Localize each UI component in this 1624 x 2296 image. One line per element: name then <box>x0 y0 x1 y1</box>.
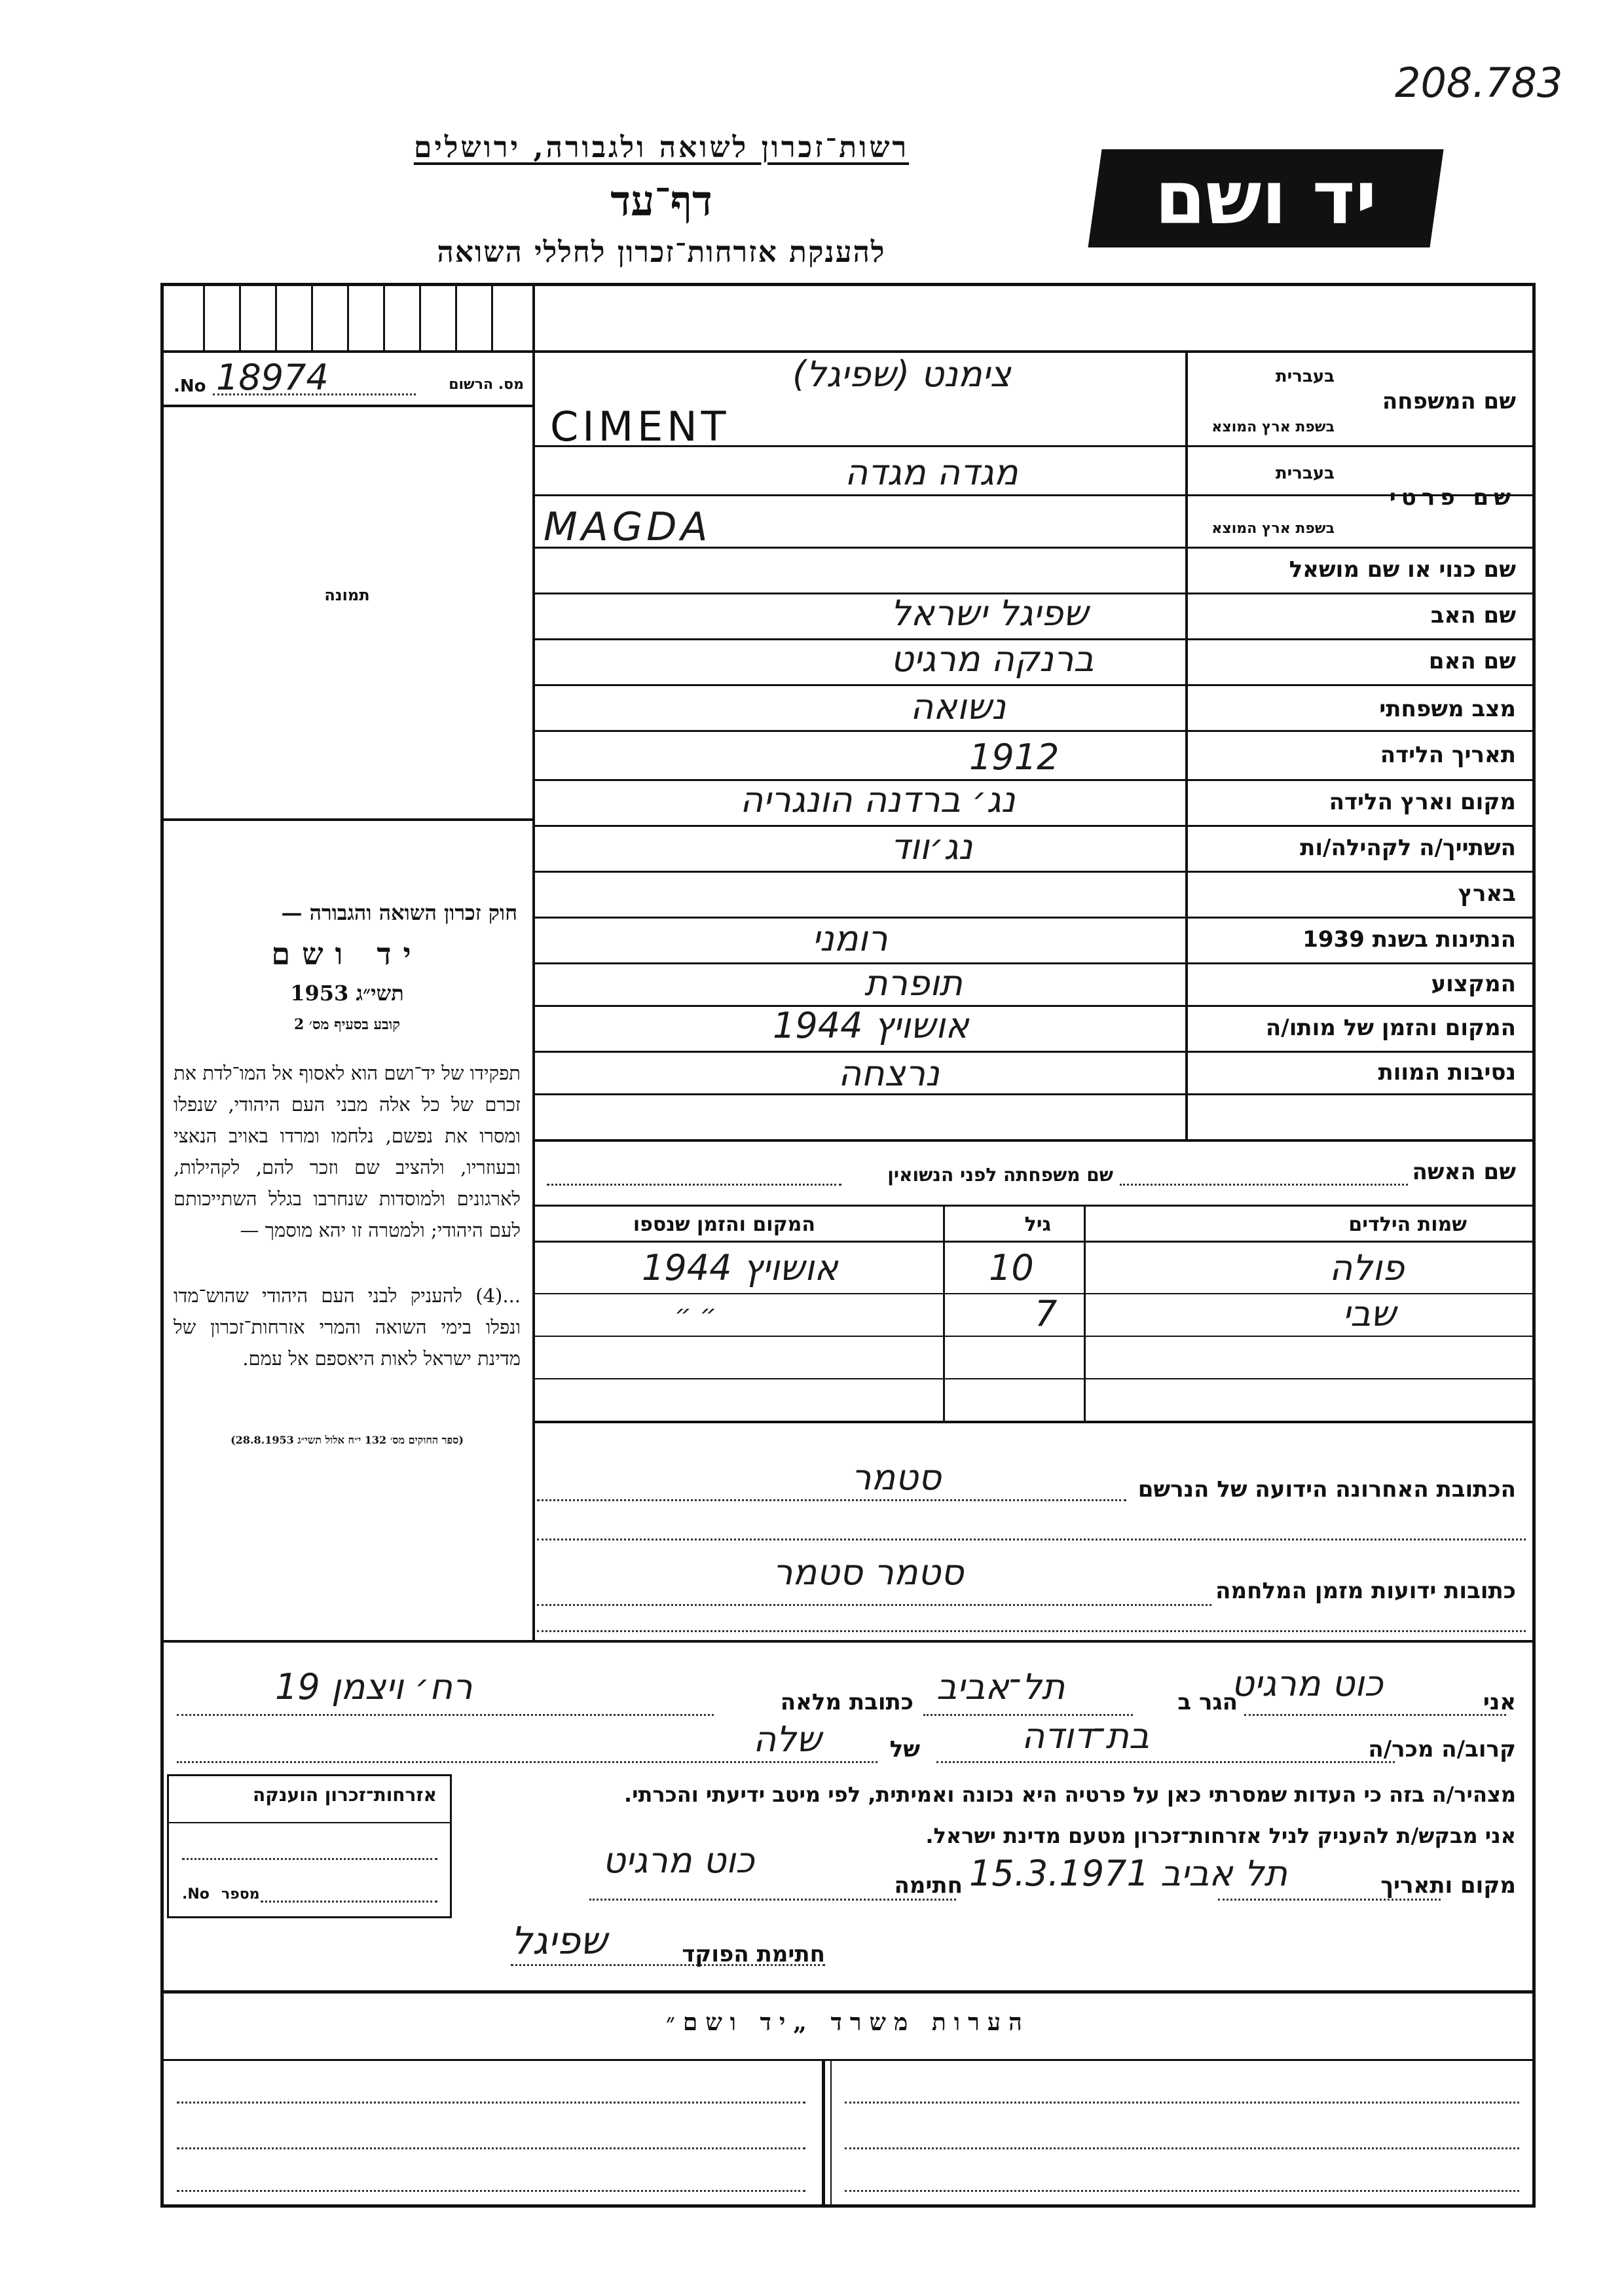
label-resident-of: הגר ב <box>1177 1689 1238 1715</box>
granted-box-no: No. <box>182 1886 210 1903</box>
label-place-date: מקום ותאריך <box>1380 1872 1516 1899</box>
reg-no-label-he: מס. הרשום <box>449 376 524 393</box>
granted-box-title: אזרחות־זכרון הוענקה <box>253 1784 437 1806</box>
declaration-1: מצהיר/ה בזה כי העדות שמסרתי כאן על פרטיה היא נכונה ואמיתית, לפי מיטב ידיעתי והכרתי. <box>623 1782 1516 1807</box>
label-mother: שם האם <box>1428 648 1516 674</box>
label-full-address: כתובת מלאה <box>780 1689 913 1715</box>
mother-value: ברנקה מרגיט <box>891 638 1094 680</box>
law-heading: חוק זכרון השואה והגבורה — <box>281 900 517 925</box>
law-year: תשי״ג 1953 <box>290 981 404 1006</box>
label-death-circumstances: נסיבות המוות <box>1378 1059 1516 1085</box>
th-place-time-perished: המקום והזמן שנספו <box>633 1213 815 1236</box>
witness-address: רח׳ ויצמן 19 <box>275 1666 473 1707</box>
form-subtitle: להענקת אזרחות־זכרון לחללי השואה <box>437 236 886 269</box>
office-notes-title: הערות משרד „יד ושם״ <box>666 2009 1030 2036</box>
label-officer-signature: חתימת הפוקד <box>682 1941 825 1967</box>
label-birth-date: תאריך הלידה <box>1380 742 1516 768</box>
child-2-name: שבי <box>1342 1293 1396 1334</box>
officer-signature: שפיגל <box>511 1918 608 1963</box>
child-2-age: 7 <box>1035 1293 1058 1334</box>
relation-value: בת־דודה <box>1022 1715 1150 1757</box>
witness-name: כוט מרגיט <box>1231 1663 1383 1704</box>
authority-title: רשות־זכרון לשואה ולגבורה, ירושלים <box>413 131 910 164</box>
reg-no-value: 18974 <box>216 357 329 398</box>
child-1-name: פולה <box>1329 1247 1405 1288</box>
first-name-latin: MAGDA <box>544 504 712 550</box>
photo-label: תמונה <box>324 586 370 604</box>
label-first-hebrew: בעברית <box>1275 464 1335 483</box>
th-children-names: שמות הילדים <box>1348 1213 1467 1236</box>
granted-box <box>167 1774 452 1918</box>
first-name-hebrew: מגדה מגדה <box>845 452 1018 493</box>
birth-place-value: נג׳ ברדנה הונגריה <box>740 779 1016 820</box>
label-relative: קרוב/ה מכר/ה <box>1368 1736 1516 1762</box>
father-value: שפיגל ישראל <box>891 592 1088 634</box>
family-name-latin: CIMENT <box>550 403 730 450</box>
child-2-place: ״ ״ <box>674 1300 717 1330</box>
death-circumstances-value: נרצחה <box>838 1053 940 1094</box>
declaration-2: אני מבקש/ת להעניק לניל אזרחות־זכרון מטעם מדינת ישראל. <box>925 1823 1516 1848</box>
registration-row <box>167 357 530 403</box>
granted-box-no-he: מספר <box>221 1886 260 1903</box>
law-footnote: (ספר החוקים מס׳ 132 י״ח אלול תשי״ג 28.8.1953) <box>231 1434 464 1446</box>
label-wife: שם האשה <box>1412 1159 1516 1185</box>
label-war-addresses: כתובות ידועות מזמן המלחמה <box>1215 1578 1516 1604</box>
witness-signature: כוט מרגיט <box>602 1840 754 1881</box>
archive-serial: 208.783 <box>1395 59 1563 107</box>
label-profession: המקצוע <box>1431 971 1516 997</box>
family-name-hebrew: צימנט (שפיגל) <box>792 354 1011 395</box>
law-section: קובע בסעיף מס׳ 2 <box>293 1016 401 1033</box>
child-1-place: אושויץ 1944 <box>642 1247 838 1288</box>
child-1-age: 10 <box>989 1247 1034 1288</box>
label-first-origin: בשפת ארץ המוצא <box>1211 520 1335 537</box>
label-citizenship: הנתינות בשנת 1939 <box>1302 926 1516 953</box>
label-family-origin: בשפת ארץ המוצא <box>1211 419 1335 435</box>
label-birth-place: מקום וארץ הלידה <box>1329 789 1516 815</box>
label-of: של <box>889 1736 920 1762</box>
label-signature: חתימה <box>894 1872 963 1899</box>
label-maiden: שם משפחתה לפני הנשואין <box>887 1164 1113 1186</box>
label-last-address: הכתובת האחרונה הידועה של הנרשם <box>1137 1476 1516 1503</box>
place-date-value: תל אביב 15.3.1971 <box>969 1853 1287 1894</box>
citizenship-value: רומני <box>812 918 888 959</box>
war-addresses-value: סטמר סטמר <box>773 1552 964 1593</box>
marital-value: נשואה <box>910 686 1006 727</box>
law-body-1: תפקידו של יד־ושם הוא לאסוף אל המו־לדת את זכרם של כל אלה מבני העם היהודי, שנפלו ומסרו את נפשם, נלחמו ומרדו באויב הנאצי ובעוזריו, ולהציב שם וזכר להם, לקהילות, לארגונים ולמוסדות שנחרבו בגלל השתייכותם לעם היהודי; ולמטרה זו יהא מוסמך — <box>174 1062 521 1241</box>
yad-vashem-logo <box>1088 149 1443 247</box>
label-nickname: שם כנוי או שם מושאל <box>1289 556 1516 583</box>
logo-text: יד ושם <box>1154 156 1377 241</box>
community-value: נג׳ווד <box>891 826 973 867</box>
law-name: יד ושם <box>271 936 423 972</box>
label-family-name: שם המשפחה <box>1382 388 1516 414</box>
form-title: דף־עד <box>610 177 712 226</box>
relation-of-value: שלה <box>753 1719 822 1760</box>
label-country: בארץ <box>1458 881 1516 907</box>
label-family-hebrew: בעברית <box>1275 367 1335 386</box>
last-address-value: סטמר <box>851 1457 942 1498</box>
label-marital: מצב משפחתי <box>1379 696 1516 722</box>
label-father: שם האב <box>1430 602 1516 629</box>
law-body-2: ...(4) להעניק לבני העם היהודי שהוש־מדו ונפלו בימי השואה והמרי אזרחות־זכרון של מדינת ישראל לאות היאספם אל עמם. <box>174 1285 521 1370</box>
witness-city: תל־אביב <box>936 1666 1065 1707</box>
label-community: השתייך/ה לקהילה/ות <box>1300 835 1516 861</box>
reg-no-label: No. <box>174 376 206 396</box>
death-place-time-value: אושויץ 1944 <box>773 1005 969 1046</box>
label-death-place-time: המקום והזמן של מותו/ה <box>1265 1015 1516 1041</box>
profession-value: תופרת <box>864 962 963 1004</box>
birth-date-value: 1912 <box>969 737 1060 778</box>
label-first-name: שם פרטי <box>1389 484 1516 511</box>
label-i-am: אני <box>1483 1689 1516 1715</box>
th-age: גיל <box>1024 1213 1051 1236</box>
code-cells <box>164 286 530 350</box>
